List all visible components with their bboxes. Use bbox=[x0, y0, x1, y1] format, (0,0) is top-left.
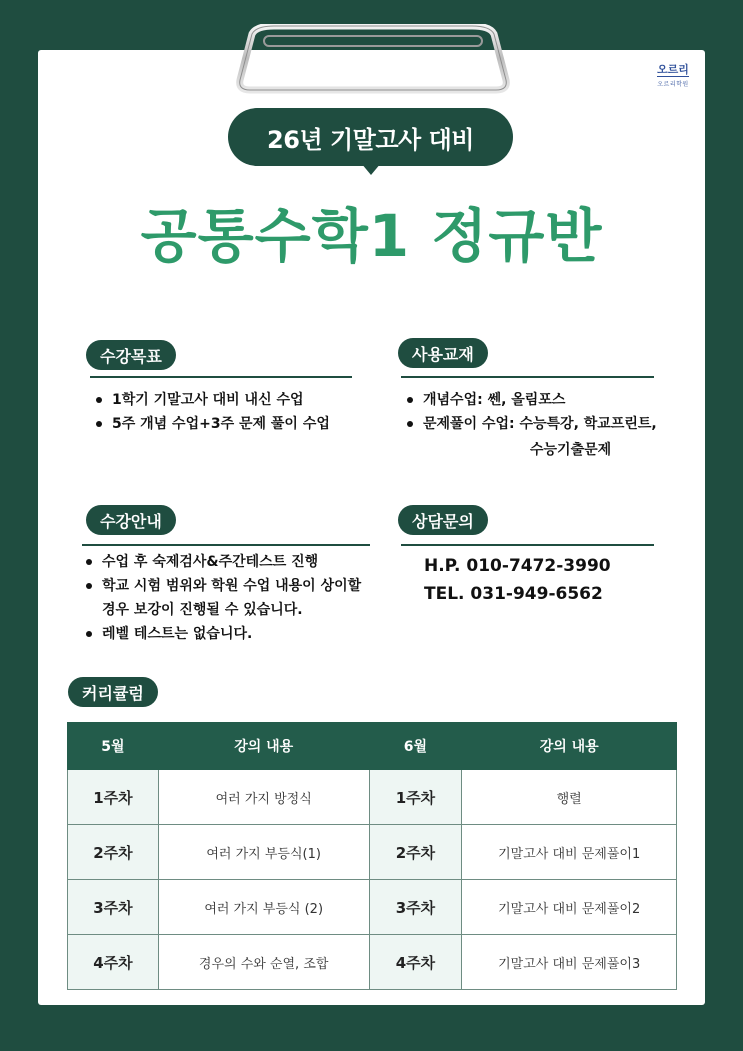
list-item: 수업 후 숙제검사&주간테스트 진행 bbox=[84, 550, 376, 574]
content-cell: 여러 가지 방정식 bbox=[158, 770, 369, 825]
content-header: 강의 내용 bbox=[462, 723, 677, 770]
list-item: 개념수업: 쎈, 올림포스 bbox=[405, 388, 695, 412]
table-row bbox=[68, 770, 677, 825]
exam-badge: 26년 기말고사 대비 bbox=[228, 108, 513, 166]
clipboard-clip-icon bbox=[234, 24, 512, 94]
table-header-row bbox=[68, 723, 677, 770]
logo-subtitle: 오르리학원 bbox=[657, 81, 689, 88]
table-row bbox=[68, 935, 677, 990]
exam-badge-pointer bbox=[361, 163, 381, 175]
week-cell: 1주차 bbox=[68, 770, 159, 825]
week-cell: 3주차 bbox=[369, 880, 462, 935]
contact-tag: 상담문의 bbox=[398, 505, 488, 535]
week-cell: 2주차 bbox=[68, 825, 159, 880]
goals-tag: 수강목표 bbox=[86, 340, 176, 370]
poster-sheet bbox=[38, 50, 705, 1005]
materials-divider bbox=[401, 376, 654, 378]
week-cell: 3주차 bbox=[68, 880, 159, 935]
table-row bbox=[68, 880, 677, 935]
list-item: 레벨 테스트는 없습니다. bbox=[84, 622, 376, 646]
curriculum-table bbox=[67, 722, 677, 990]
content-cell: 기말고사 대비 문제풀이3 bbox=[462, 935, 677, 990]
list-item: 문제풀이 수업: 수능특강, 학교프린트, bbox=[405, 412, 695, 436]
goals-divider bbox=[90, 376, 352, 378]
content-cell: 경우의 수와 순열, 조합 bbox=[158, 935, 369, 990]
week-cell: 4주차 bbox=[369, 935, 462, 990]
list-item: 5주 개념 수업+3주 문제 풀이 수업 bbox=[94, 412, 364, 436]
tel-number: TEL. 031-949-6562 bbox=[424, 584, 603, 604]
content-cell: 행렬 bbox=[462, 770, 677, 825]
week-cell: 4주차 bbox=[68, 935, 159, 990]
list-item: 학교 시험 범위와 학원 수업 내용이 상이할 경우 보강이 진행될 수 있습니다. bbox=[84, 574, 376, 622]
week-cell: 1주차 bbox=[369, 770, 462, 825]
month-header: 5월 bbox=[68, 723, 159, 770]
list-item: 1학기 기말고사 대비 내신 수업 bbox=[94, 388, 364, 412]
phone-number: H.P. 010-7472-3990 bbox=[424, 556, 611, 576]
guide-list bbox=[84, 550, 376, 646]
contact-info bbox=[424, 552, 611, 608]
goals-list bbox=[94, 388, 364, 436]
materials-continuation: 수능기출문제 bbox=[530, 442, 612, 458]
content-cell: 여러 가지 부등식 (2) bbox=[158, 880, 369, 935]
content-header: 강의 내용 bbox=[158, 723, 369, 770]
content-cell: 기말고사 대비 문제풀이1 bbox=[462, 825, 677, 880]
content-cell: 기말고사 대비 문제풀이2 bbox=[462, 880, 677, 935]
content-cell: 여러 가지 부등식(1) bbox=[158, 825, 369, 880]
guide-tag: 수강안내 bbox=[86, 505, 176, 535]
week-cell: 2주차 bbox=[369, 825, 462, 880]
curriculum-tag: 커리큘럼 bbox=[68, 677, 158, 707]
month-header: 6월 bbox=[369, 723, 462, 770]
logo-mark: 오르리 bbox=[657, 63, 689, 76]
table-row bbox=[68, 825, 677, 880]
page-title: 공통수학1 정규반 bbox=[140, 202, 603, 270]
guide-divider bbox=[82, 544, 370, 546]
materials-tag: 사용교재 bbox=[398, 338, 488, 368]
materials-list bbox=[405, 388, 695, 436]
academy-logo bbox=[649, 58, 697, 88]
contact-divider bbox=[401, 544, 654, 546]
